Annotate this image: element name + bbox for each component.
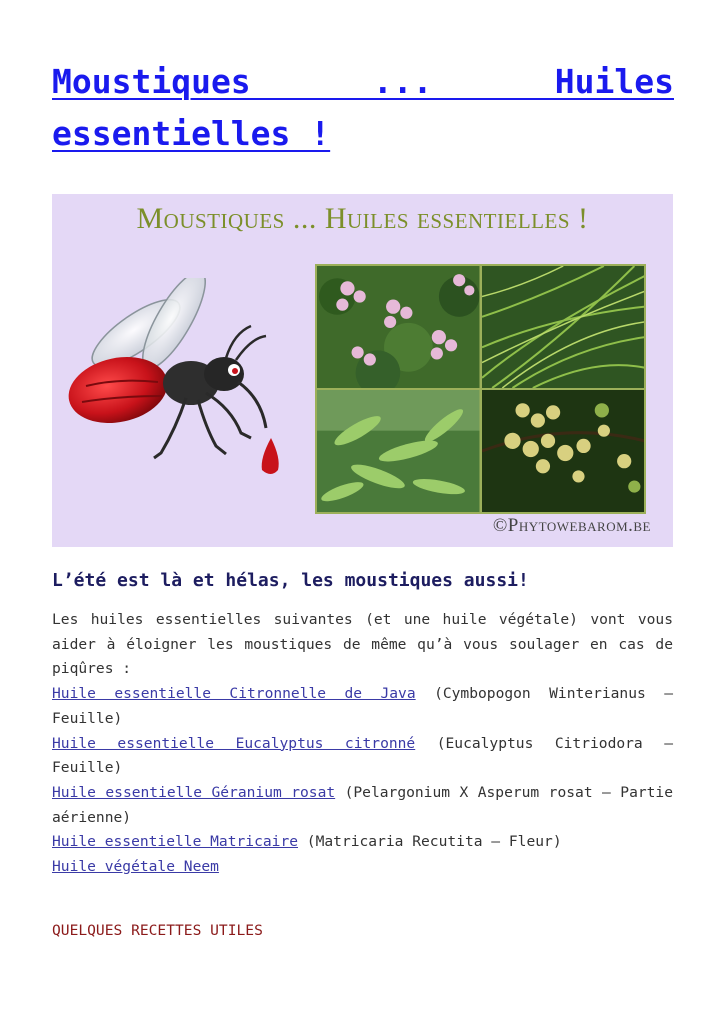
page-title-link[interactable]: Moustiques ... Huiles essentielles ! — [52, 62, 674, 153]
oil-item-matricaire — [52, 830, 673, 855]
article-subheading: L’été est là et hélas, les moustiques aussi! — [52, 570, 529, 591]
hero-copyright: ©Phytowebarom.be — [492, 515, 651, 536]
eucalyptus-photo — [317, 390, 480, 512]
mosquito-illustration — [66, 278, 306, 488]
oil-detail-geranium: (Pelargonium X Asperum rosat – Partie aérienne) — [52, 783, 673, 826]
hero-banner-title: Moustiques ... Huiles essentielles ! — [136, 202, 589, 235]
page-title[interactable] — [52, 56, 674, 160]
oil-item-citronnelle — [52, 682, 673, 731]
oil-item-geranium — [52, 781, 673, 830]
oil-link-matricaire[interactable]: Huile essentielle Matricaire — [52, 833, 299, 851]
oil-detail-citronnelle: (Cymbopogon Winterianus – Feuille) — [52, 685, 673, 727]
oil-link-eucalyptus[interactable]: Huile essentielle Eucalyptus citronné — [52, 734, 416, 752]
oil-detail-matricaire: (Matricaria Recutita – Fleur) — [298, 833, 562, 851]
oil-detail-eucalyptus: (Eucalyptus Citriodora – Feuille) — [52, 734, 673, 777]
oil-link-neem[interactable]: Huile végétale Neem — [52, 858, 219, 876]
oil-link-geranium[interactable]: Huile essentielle Géranium rosat — [52, 783, 336, 801]
article-intro: Les huiles essentielles suivantes (et une huile végétale) vont vous aider à éloigner les moustiques de même qu’à vous soulager en cas de piqûres : — [52, 611, 673, 678]
neem-photo — [482, 390, 645, 512]
hero-image — [52, 194, 673, 547]
oil-item-eucalyptus — [52, 732, 673, 781]
lemongrass-photo — [482, 266, 645, 388]
oil-item-neem — [52, 855, 673, 880]
plant-photo-grid — [315, 264, 646, 514]
geranium-photo — [317, 266, 480, 388]
article-content — [52, 608, 673, 880]
recipes-section-title: QUELQUES RECETTES UTILES — [52, 922, 263, 939]
oil-link-citronnelle[interactable]: Huile essentielle Citronnelle de Java — [52, 685, 416, 703]
